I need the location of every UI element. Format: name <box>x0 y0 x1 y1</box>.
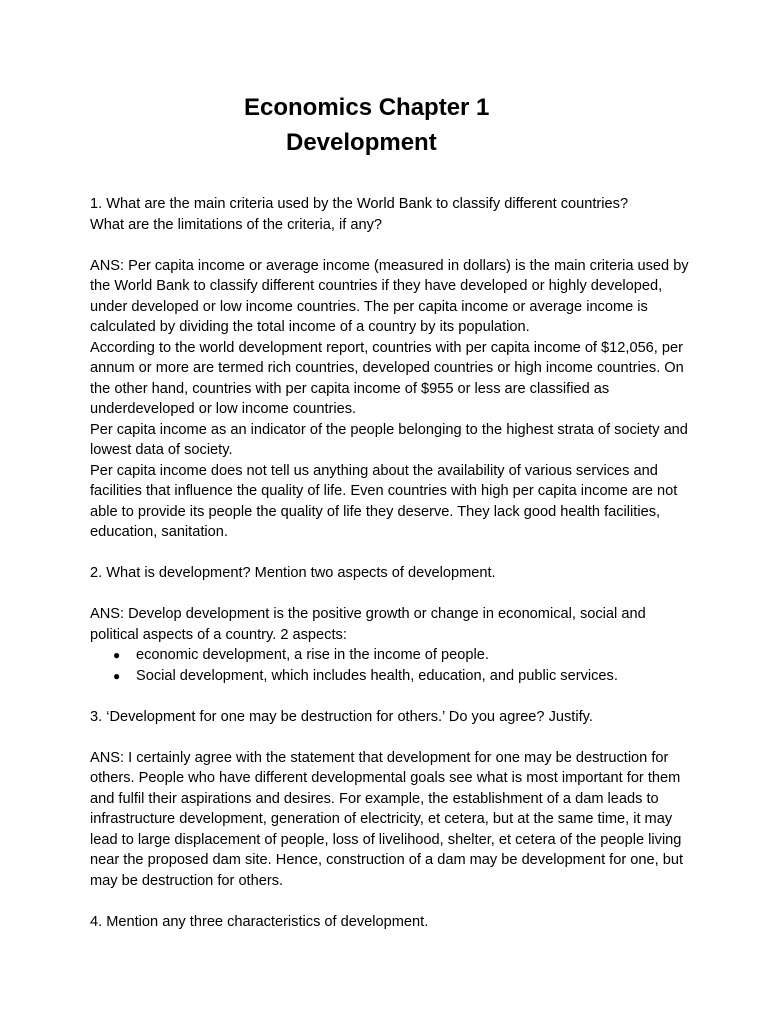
document-title: Economics Chapter 1 <box>244 94 490 121</box>
paragraph-gap <box>90 235 690 256</box>
question-1-line-2: What are the limitations of the criteria, if any? <box>90 216 383 233</box>
bullet-icon: ● <box>113 648 121 662</box>
paragraph-gap <box>90 727 690 748</box>
list-item <box>90 666 690 687</box>
question-3: 3. ‘Development for one may be destruction for others.’ Do you agree? Justify. <box>90 708 593 725</box>
paragraph-gap <box>90 891 690 912</box>
answer-1-paragraph-3: Per capita income as an indicator of the people belonging to the highest strata of society and lowest data of society. <box>90 421 688 458</box>
document-subtitle: Development <box>286 129 437 156</box>
bullet-icon: ● <box>113 668 121 683</box>
question-1-line-1: 1. What are the main criteria used by the World Bank to classify different countries? <box>90 196 629 212</box>
question-4: 4. Mention any three characteristics of development. <box>90 913 429 930</box>
document-body <box>90 194 690 932</box>
answer-1-paragraph-4: Per capita income does not tell us anything about the availability of various services and facilities that influence the quality of life. Even countries with high per capita income are not able to provide its people the quality of life they deserve. They lack good health facilities, education, sanitation. <box>90 462 678 540</box>
answer-3: ANS: I certainly agree with the statement that development for one may be destruction for others. People who have different developmental goals see what is most important for them and fulfil their aspirations and desires. For example, the establishment of a dam leads to infrastructure development, generation of electricity, et cetera, but at the same time, it may lead to large displacement of people, loss of livelihood, shelter, et cetera of the people living near the proposed dam site. Hence, construction of a dam may be development for one, but may be destruction for others. <box>90 749 684 889</box>
paragraph-gap <box>90 543 690 564</box>
list-item <box>90 645 690 666</box>
paragraph-gap <box>90 686 690 707</box>
answer-1-paragraph-2: According to the world development report, countries with per capita income of $12,056, per annum or more are termed rich countries, developed countries or high income countries. On the other hand, countries with per capita income of $955 or less are classified as underdeveloped or low income countries. <box>90 339 684 417</box>
list-item-text: economic development, a rise in the income of people. <box>136 647 489 663</box>
answer-2: ANS: Develop development is the positive growth or change in economical, social and political aspects of a country. 2 aspects: <box>90 606 646 643</box>
question-2: 2. What is development? Mention two aspects of development. <box>90 565 496 581</box>
list-item-text: Social development, which includes health, education, and public services. <box>136 667 618 684</box>
paragraph-gap <box>90 584 690 605</box>
answer-2-bullet-list <box>90 645 690 686</box>
answer-1-paragraph-1: ANS: Per capita income or average income (measured in dollars) is the main criteria used by the World Bank to classify different countries if they have developed or highly developed, under developed or low income countries. The per capita income or average income is calculated by dividing the total income of a country by its population. <box>90 257 689 335</box>
